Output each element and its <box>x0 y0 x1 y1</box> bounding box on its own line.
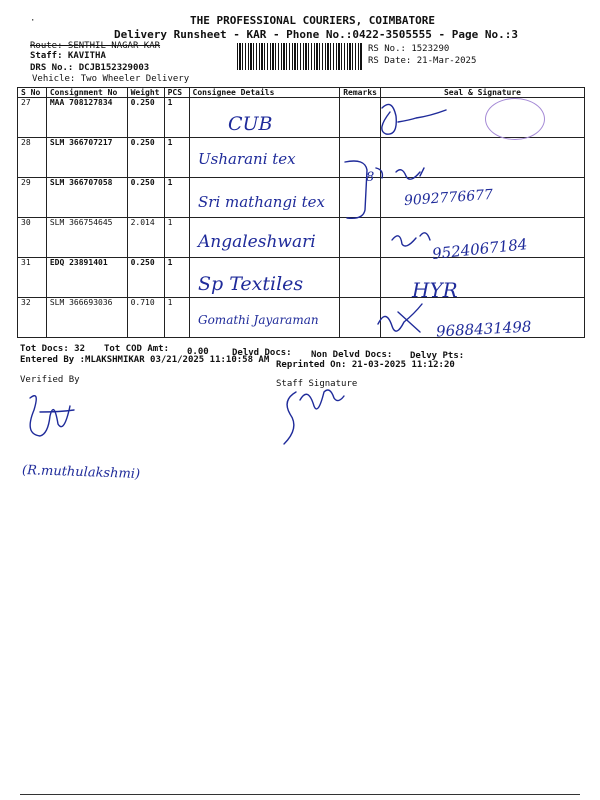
corner-mark: · <box>30 16 36 26</box>
row-weight: 0.250 <box>127 98 164 138</box>
bottom-rule <box>20 794 580 795</box>
row-sno: 27 <box>18 98 47 138</box>
runsheet-title: Delivery Runsheet - KAR - Phone No.:0422-3505555 - Page No.:3 <box>114 28 518 41</box>
tot-docs: Tot Docs: 32 <box>20 344 86 354</box>
row-weight: 0.710 <box>127 298 164 338</box>
row-consignment: SLM 366754645 <box>46 218 127 258</box>
hand-phone-32: 9688431498 <box>435 317 532 341</box>
rs-date: RS Date: 21-Mar-2025 <box>368 56 477 66</box>
col-seal: Seal & Signature <box>380 88 584 98</box>
col-consignee: Consignee Details <box>189 88 340 98</box>
entered-by: Entered By :MLAKSHMIKAR 03/21/2025 11:10:58 AM <box>20 355 270 365</box>
hand-consignee-27: CUB <box>228 113 273 135</box>
reprinted-on: Reprinted On: 21-03-2025 11:12:20 <box>276 360 455 370</box>
rs-no: RS No.: 1523290 <box>368 44 450 54</box>
tot-cod-label: Tot COD Amt: <box>104 344 170 354</box>
row-weight: 0.250 <box>127 178 164 218</box>
hand-phone-29: 9092776677 <box>403 186 494 210</box>
row-pcs: 1 <box>164 138 189 178</box>
staff-signature-label: Staff Signature <box>276 379 358 389</box>
row-sno: 28 <box>18 138 47 178</box>
hand-mark-29: 8 <box>366 170 375 185</box>
row-consignment: EDQ 23891401 <box>46 258 127 298</box>
verified-by-label: Verified By <box>20 375 80 385</box>
non-delvd-docs: Non Delvd Docs: <box>311 350 393 360</box>
col-remarks: Remarks <box>340 88 381 98</box>
company-name: THE PROFESSIONAL COURIERS, COIMBATORE <box>190 14 436 27</box>
row-consignment: SLM 366693036 <box>46 298 127 338</box>
row-consignment: MAA 708127834 <box>46 98 127 138</box>
row-consignment: SLM 366707217 <box>46 138 127 178</box>
col-weight: Weight <box>127 88 164 98</box>
hand-consignee-32: Gomathi Jayaraman <box>198 313 319 327</box>
row-weight: 0.250 <box>127 258 164 298</box>
col-consignment: Consignment No <box>46 88 127 98</box>
row-sno: 29 <box>18 178 47 218</box>
tot-cod-amt: 0.00 <box>187 347 209 357</box>
row-pcs: 1 <box>164 258 189 298</box>
row-pcs: 1 <box>164 98 189 138</box>
row-sno: 31 <box>18 258 47 298</box>
hand-initials-31: HYR <box>412 278 458 302</box>
row-weight: 0.250 <box>127 138 164 178</box>
vehicle: Vehicle: Two Wheeler Delivery <box>32 74 190 84</box>
drs-no: DRS No.: DCJB152329003 <box>30 63 150 73</box>
hand-consignee-28: Usharani tex <box>198 150 296 168</box>
col-sno: S No <box>18 88 47 98</box>
hand-name-verifier: (R.muthulakshmi) <box>21 462 141 483</box>
row-weight: 2.014 <box>127 218 164 258</box>
staff: Staff: KAVITHA <box>30 51 106 61</box>
delvy-pts: Delvy Pts: <box>410 351 465 361</box>
col-pcs: PCS <box>164 88 189 98</box>
hand-consignee-31: Sp Textiles <box>198 273 304 295</box>
row-sno: 30 <box>18 218 47 258</box>
row-consignment: SLM 366707058 <box>46 178 127 218</box>
row-pcs: 1 <box>164 218 189 258</box>
hand-consignee-30: Angaleshwari <box>198 232 316 252</box>
route: Route: SENTHIL NAGAR KAR <box>30 41 161 51</box>
row-pcs: 1 <box>164 178 189 218</box>
row-pcs: 1 <box>164 298 189 338</box>
row-sno: 32 <box>18 298 47 338</box>
delvd-docs: Delvd Docs: <box>232 348 292 358</box>
hand-consignee-29: Sri mathangi tex <box>198 193 326 211</box>
hand-phone-30: 9524067184 <box>431 235 529 263</box>
